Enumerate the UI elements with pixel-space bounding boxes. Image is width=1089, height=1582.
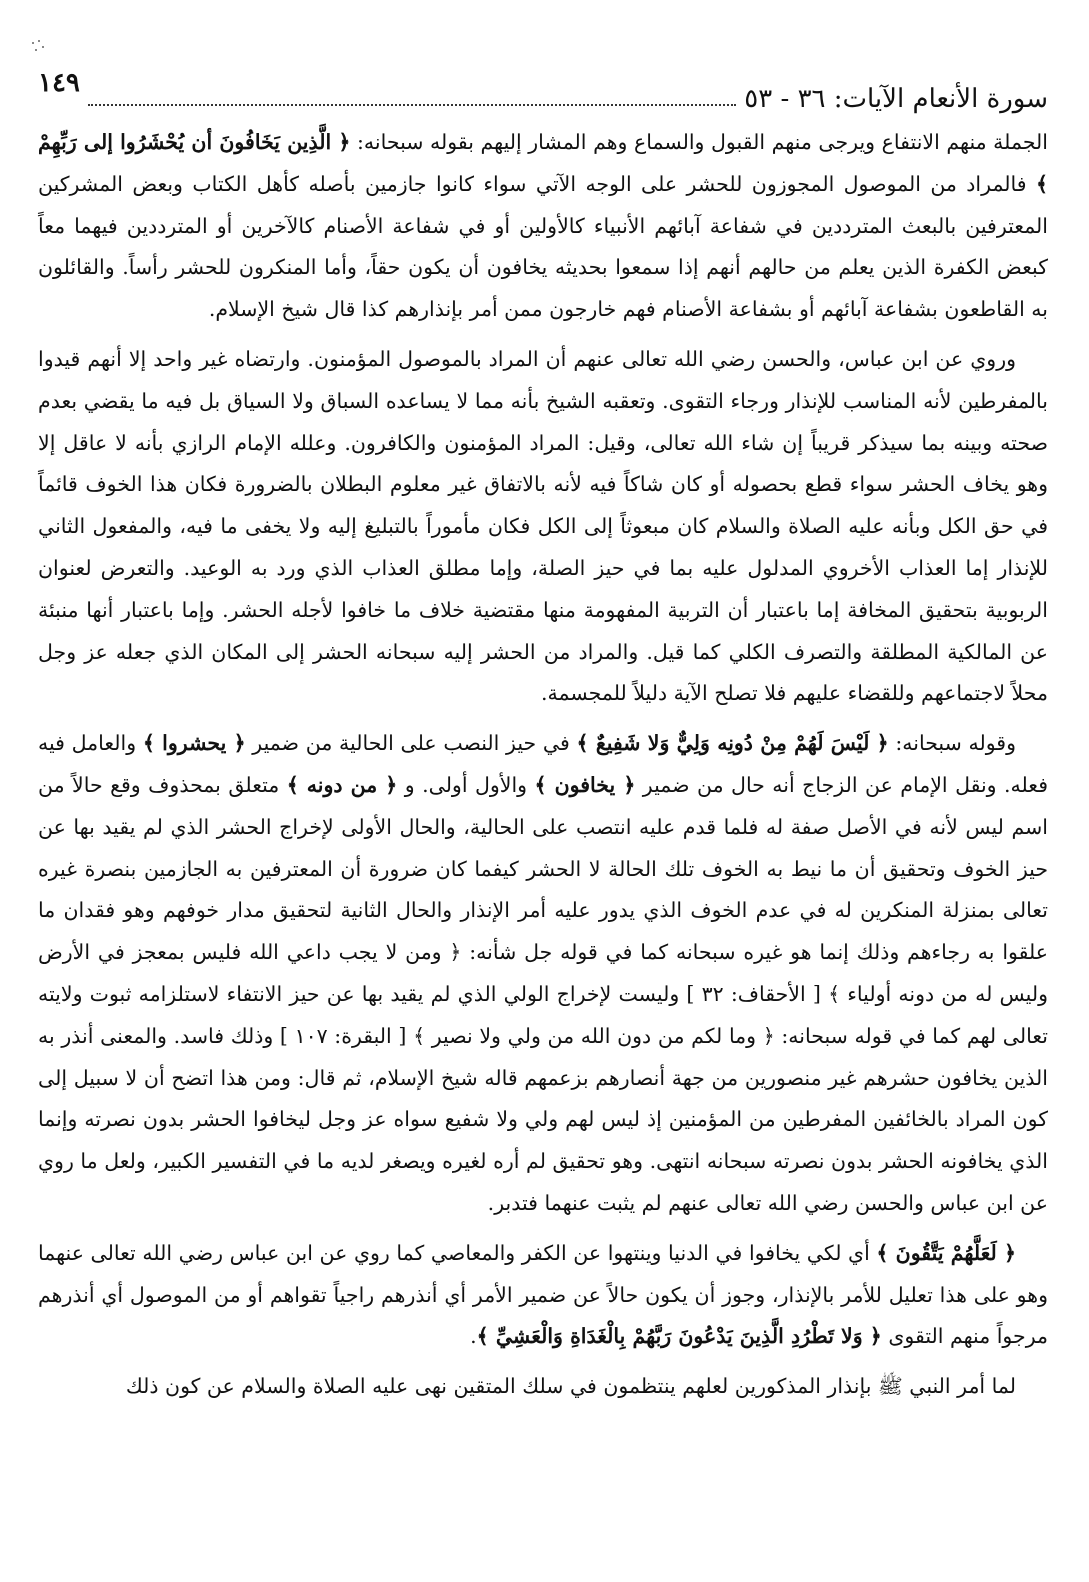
running-header bbox=[38, 70, 1048, 112]
quran-quote: ﴿ لَيْسَ لَهُمْ مِنْ دُونِه وَلِيٌّ وَلا شَفِيعٌ ﴾ bbox=[576, 731, 889, 756]
text-segment: ﴿ وما لكم من دون الله من ولي ولا نصير ﴾ bbox=[413, 1023, 775, 1048]
quran-quote: ﴿ وَلا تَطْرُدِ الَّذِينَ يَدْعُونَ رَبَّهُمْ بِالْغَدَاةِ وَالْعَشِيِّ ﴾ bbox=[476, 1324, 882, 1349]
running-title: سورة الأنعام الآيات: ٣٦ - ٥٣ bbox=[744, 84, 1048, 114]
body-text bbox=[38, 122, 1048, 1408]
text-segment: متعلق بمحذوف وقع حالاً من اسم ليس لأنه في الأصل صفة له فلما قدم عليه انتصب على الحالية، والحال الأولى لإخراج الحشر الذي لم يقيد بها عن حيز الخوف وتحقيق أن ما نيط به الخوف تلك الحالة لا الحشر كيفما كان ضرورة أن المعترفين به الجازمين بنصرة غيره تعالى بمنزلة المنكرين له في عدم الخوف الذي يدور عليه أمر الإنذار والحال الثانية لتحقيق مدار خوفهم وهو فقدان ما علقوا به رجاءهم وذلك إنما هو غيره سبحانه كما في قوله جل شأنه: bbox=[38, 772, 1048, 965]
book-page bbox=[38, 70, 1048, 1570]
text-segment: فالمراد من الموصول المجوزون للحشر على الوجه الآتي سواء كانوا جازمين بأصله كأهل الكتاب وبعض المشركين المعترفين بالبعث المترددين في شفاعة آبائهم الأنبياء كالأولين أو في شفاعة الأصنام كالآخرين أو المترددين فيهما معاً كبعض الكفرة الذين يعلم من حالهم أنهم إذا سمعوا بحديثه يخافون أن يكون حقاً، وأما المنكرون للحشر رأساً. والقائلون به القاطعون بشفاعة آبائهم أو بشفاعة الأصنام فهم خارجون ممن أمر بإنذارهم كذا قال شيخ الإسلام. bbox=[38, 171, 1048, 322]
text-segment: لما أمر النبي ﷺ بإنذار المذكورين لعلهم ينتظمون في سلك المتقين نهى عليه الصلاة والسلام عن كون ذلك bbox=[125, 1374, 1016, 1399]
paragraph bbox=[38, 1366, 1048, 1408]
text-segment: والأول أولى. و bbox=[397, 772, 535, 797]
text-segment: في حيز النصب على الحالية من ضمير bbox=[245, 731, 577, 756]
quran-quote: ﴿ الَّذِين يَخَافُونَ أن يُحْشَرُوا إلى رَبِّهِمْ ﴾ bbox=[38, 130, 1048, 196]
text-segment: أي لكي يخافوا في الدنيا وينتهوا عن الكفر والمعاصي كما روي عن ابن عباس رضي الله تعالى عنهما وهو على هذا تعليل للأمر بالإنذار، وجوز أن يكون حالاً عن ضمير الأمر أي أنذرهم راجياً تقواهم أو من الموصول أي أنذرهم مرجواً منهم التقوى bbox=[38, 1240, 1048, 1349]
paragraph bbox=[38, 1233, 1048, 1358]
paragraph bbox=[38, 122, 1048, 331]
dotted-leader bbox=[88, 103, 736, 106]
quran-quote: ﴿ يخافون ﴾ bbox=[534, 772, 636, 797]
paragraph bbox=[38, 723, 1048, 1225]
page-number: ١٤٩ bbox=[38, 68, 80, 98]
text-segment: [ الأحقاف: ٣٢ ] وليست لإخراج الولي الذي لم يقيد بها عن حيز الانتفاء لاستلزامه ثبوت ولايته تعالى لهم كما في قوله سبحانه: bbox=[38, 981, 1048, 1048]
paragraph bbox=[38, 339, 1048, 715]
scan-speck bbox=[30, 40, 50, 60]
quran-quote: ﴿ من دونه ﴾ bbox=[286, 772, 398, 797]
text-segment: والعامل فيه فعله. ونقل الإمام عن الزجاج أنه حال من ضمير bbox=[38, 731, 1048, 797]
text-segment: [ البقرة: ١٠٧ ] وذلك فاسد. والمعنى أنذر به الذين يخافون حشرهم غير منصورين من جهة أنصارهم بزعمهم قاله شيخ الإسلام، ثم قال: ومن هذا اتضح أن لا سبيل إلى كون المراد بالخائفين المفرطين من المؤمنين إذ ليس لهم ولي ولا شفيع سواه عز وجل ليخافوا الحشر بدون نصرته وإنما الذي يخافونه الحشر بدون نصرته سبحانه انتهى. وهو تحقيق لم أره لغيره ويصغر لديه ما في التفسير الكبير، ولعل ما روي عن ابن عباس والحسن رضي الله تعالى عنهم لم يثبت عنهما فتدبر. bbox=[38, 1023, 1048, 1215]
text-segment: وروي عن ابن عباس، والحسن رضي الله تعالى عنهم أن المراد بالموصول المؤمنون. وارتضاه غير واحد إلا أنهم قيدوا بالمفرطين لأنه المناسب للإنذار ورجاء التقوى. وتعقبه الشيخ بأنه مما لا يساعده السباق ولا السياق بل فيه ما يقضي بعدم صحته وبينه بما سيذكر قريباً إن شاء الله تعالى، وقيل: المراد المؤمنون والكافرون. وعلله الإمام الرازي بأنه لا عاقل إلا وهو يخاف الحشر سواء قطع بحصوله أو كان شاكاً فيه لأنه بالاتفاق غير معلوم البطلان بالضرورة فكان هذا الخوف قائماً في حق الكل وبأنه عليه الصلاة والسلام كان مبعوثاً إلى الكل فكان مأموراً بالتبليغ إليه ولا يخفى ما فيه، والمفعول الثاني للإنذار إما العذاب الأخروي المدلول عليه بما في حيز الصلة، وإما مطلق العذاب الذي ورد به الوعيد. والتعرض لعنوان الربوبية بتحقيق المخافة إما باعتبار أن التربية المفهومة منها مقتضية خلاف ما خافوا لأجله الحشر. وإما باعتبار أنها منبئة عن المالكية المطلقة والتصرف الكلي كما قيل. والمراد من الحشر إليه سبحانه الحشر إلى المكان الذي جعله عز وجل محلاً لاجتماعهم وللقضاء عليهم فلا تصلح الآية دليلاً للمجسمة. bbox=[38, 346, 1048, 706]
text-segment: الجملة منهم الانتفاع ويرجى منهم القبول والسماع وهم المشار إليهم بقوله سبحانه: bbox=[350, 130, 1048, 154]
text-segment: . bbox=[470, 1324, 477, 1349]
quran-quote: ﴿ لَعَلَّهُمْ يَتَّقُونَ ﴾ bbox=[876, 1240, 1016, 1265]
text-segment: وقوله سبحانه: bbox=[888, 731, 1016, 756]
quran-quote: ﴿ يحشروا ﴾ bbox=[142, 731, 246, 756]
text-segment: ﴿ ومن لا يجب داعي الله فليس بمعجز في الأرض وليس له من دونه أولياء ﴾ bbox=[38, 940, 1048, 1006]
